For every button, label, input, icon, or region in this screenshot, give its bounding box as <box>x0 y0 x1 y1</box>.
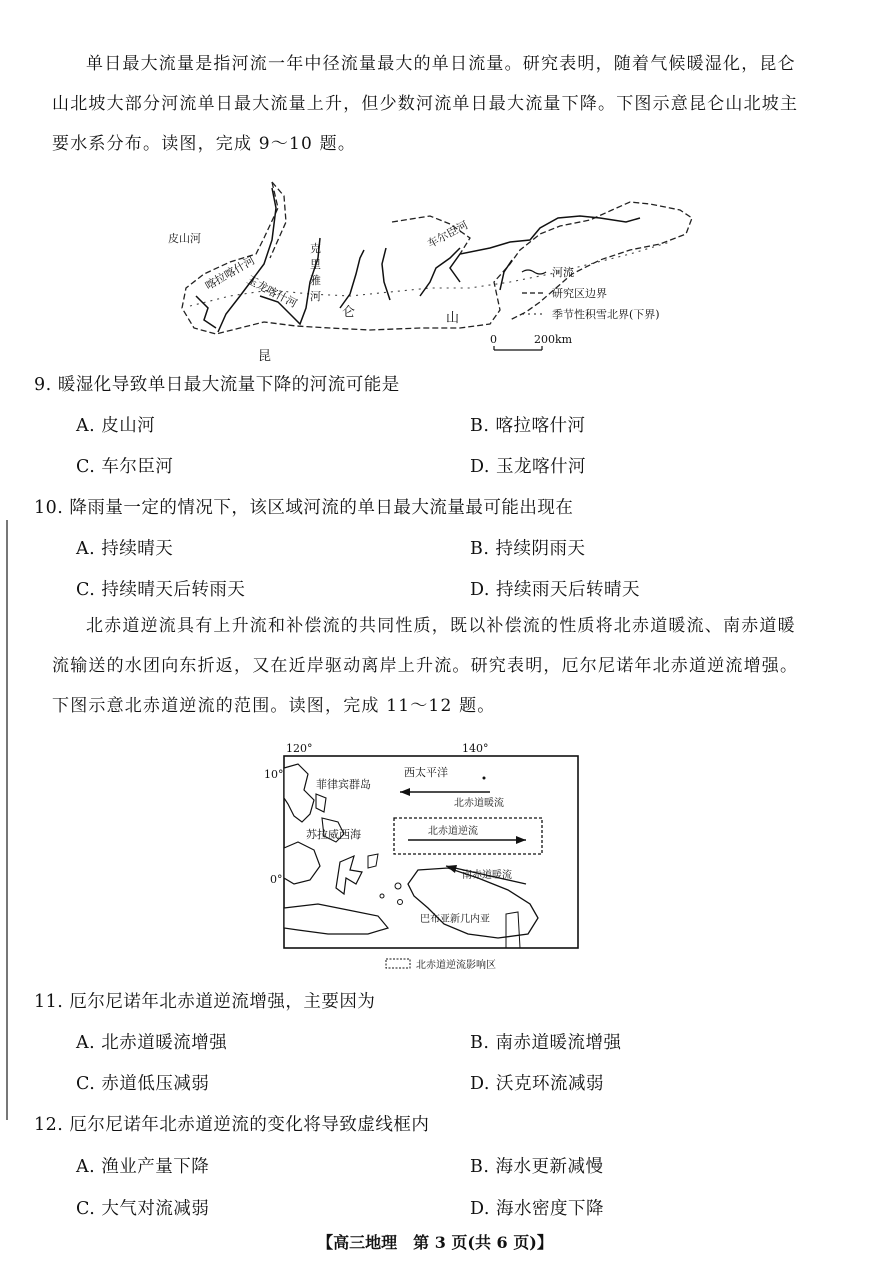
scale-zero: 0 <box>490 333 497 346</box>
label-keriya-1: 克 <box>310 242 321 255</box>
label-se-current: 南赤道暖流 <box>462 870 512 881</box>
lon-120: 120° <box>286 742 313 755</box>
legend-boundary-label: 研究区边界 <box>552 287 607 300</box>
philippines-land <box>284 764 314 822</box>
label-keriya-3: 雅 <box>310 274 321 287</box>
label-cherchen: 车尔臣河 <box>425 218 471 251</box>
label-yurungkash: 玉龙喀什河 <box>244 273 300 311</box>
question-10-stem: 10. 降雨量一定的情况下，该区域河流的单日最大流量最可能出现在 <box>34 498 574 518</box>
q11-option-d[interactable]: D. 沃克环流减弱 <box>470 1074 605 1094</box>
sulawesi-land <box>336 856 362 894</box>
question-9-stem: 9. 暖湿化导致单日最大流量下降的河流可能是 <box>34 375 400 395</box>
q10-option-d[interactable]: D. 持续雨天后转晴天 <box>470 580 641 600</box>
label-sulawesi: 苏拉威西海 <box>306 828 361 841</box>
scale-distance: 200km <box>534 333 573 346</box>
scan-edge-line <box>6 520 8 1120</box>
q12-option-a[interactable]: A. 渔业产量下降 <box>76 1157 210 1177</box>
q12-option-d[interactable]: D. 海水密度下降 <box>470 1199 605 1219</box>
label-philippines: 菲律宾群岛 <box>316 778 371 791</box>
label-png: 巴布亚新几内亚 <box>420 914 490 925</box>
legend-river-label: 河流 <box>552 266 574 279</box>
river-pishan <box>196 296 216 328</box>
intro-paragraph-2: 北赤道逆流具有上升流和补偿流的共同性质，既以补偿流的性质将北赤道暖流、南赤道暖流输送的水团向东折返，又在近岸驱动离岸上升流。研究表明，厄尔尼诺年北赤道逆流增强。下图示意北赤道逆流的范围。读图，完成 11～12 题。 <box>52 616 799 716</box>
q9-option-b[interactable]: B. 喀拉喀什河 <box>470 416 586 436</box>
mountain-char-2: 仑 <box>342 305 356 320</box>
q12-option-b[interactable]: B. 海水更新减慢 <box>470 1157 604 1177</box>
question-12-stem: 12. 厄尔尼诺年北赤道逆流的变化将导致虚线框内 <box>34 1115 430 1135</box>
lat-10: 10° <box>264 768 284 781</box>
q9-option-c[interactable]: C. 车尔臣河 <box>76 457 174 477</box>
legend-zone-label: 北赤道逆流影响区 <box>416 960 496 971</box>
kunlun-river-map <box>160 178 700 370</box>
q9-option-a[interactable]: A. 皮山河 <box>76 416 156 436</box>
label-ne-current: 北赤道暖流 <box>454 798 504 809</box>
label-counter: 北赤道逆流 <box>428 826 478 837</box>
q11-option-b[interactable]: B. 南赤道暖流增强 <box>470 1033 622 1053</box>
counter-current-map <box>258 738 598 974</box>
page-footer: 【高三地理 第 3 页(共 6 页)】 <box>317 1233 553 1252</box>
legend-snow-label: 季节性积雪北界(下界) <box>552 308 660 321</box>
q11-option-c[interactable]: C. 赤道低压减弱 <box>76 1074 210 1094</box>
label-keriya-2: 里 <box>310 258 321 271</box>
label-pacific: 西太平洋 <box>404 766 448 779</box>
q11-option-a[interactable]: A. 北赤道暖流增强 <box>76 1033 228 1053</box>
lon-140: 140° <box>462 742 489 755</box>
question-11-stem: 11. 厄尔尼诺年北赤道逆流增强，主要因为 <box>34 992 376 1012</box>
q10-option-a[interactable]: A. 持续晴天 <box>76 539 174 559</box>
q12-option-c[interactable]: C. 大气对流减弱 <box>76 1199 210 1219</box>
river-keriya <box>340 250 364 308</box>
label-karakash: 喀拉喀什河 <box>203 253 258 293</box>
q9-option-d[interactable]: D. 玉龙喀什河 <box>470 457 587 477</box>
intro-paragraph-1: 单日最大流量是指河流一年中径流量最大的单日流量。研究表明，随着气候暖湿化，昆仑山北坡大部分河流单日最大流量上升，但少数河流单日最大流量下降。下图示意昆仑山北坡主要水系分布。读图，完成 9～10 题。 <box>52 54 799 154</box>
legend-river-icon <box>522 270 546 274</box>
mountain-char-1: 昆 <box>258 349 272 364</box>
q10-option-b[interactable]: B. 持续阴雨天 <box>470 539 586 559</box>
q10-option-c[interactable]: C. 持续晴天后转雨天 <box>76 580 246 600</box>
borneo-land <box>284 842 320 884</box>
label-keriya-4: 河 <box>310 290 321 303</box>
label-pishan: 皮山河 <box>168 232 201 245</box>
legend-zone-icon <box>386 959 410 968</box>
mountain-char-3: 山 <box>446 311 460 326</box>
lat-0: 0° <box>270 873 283 886</box>
